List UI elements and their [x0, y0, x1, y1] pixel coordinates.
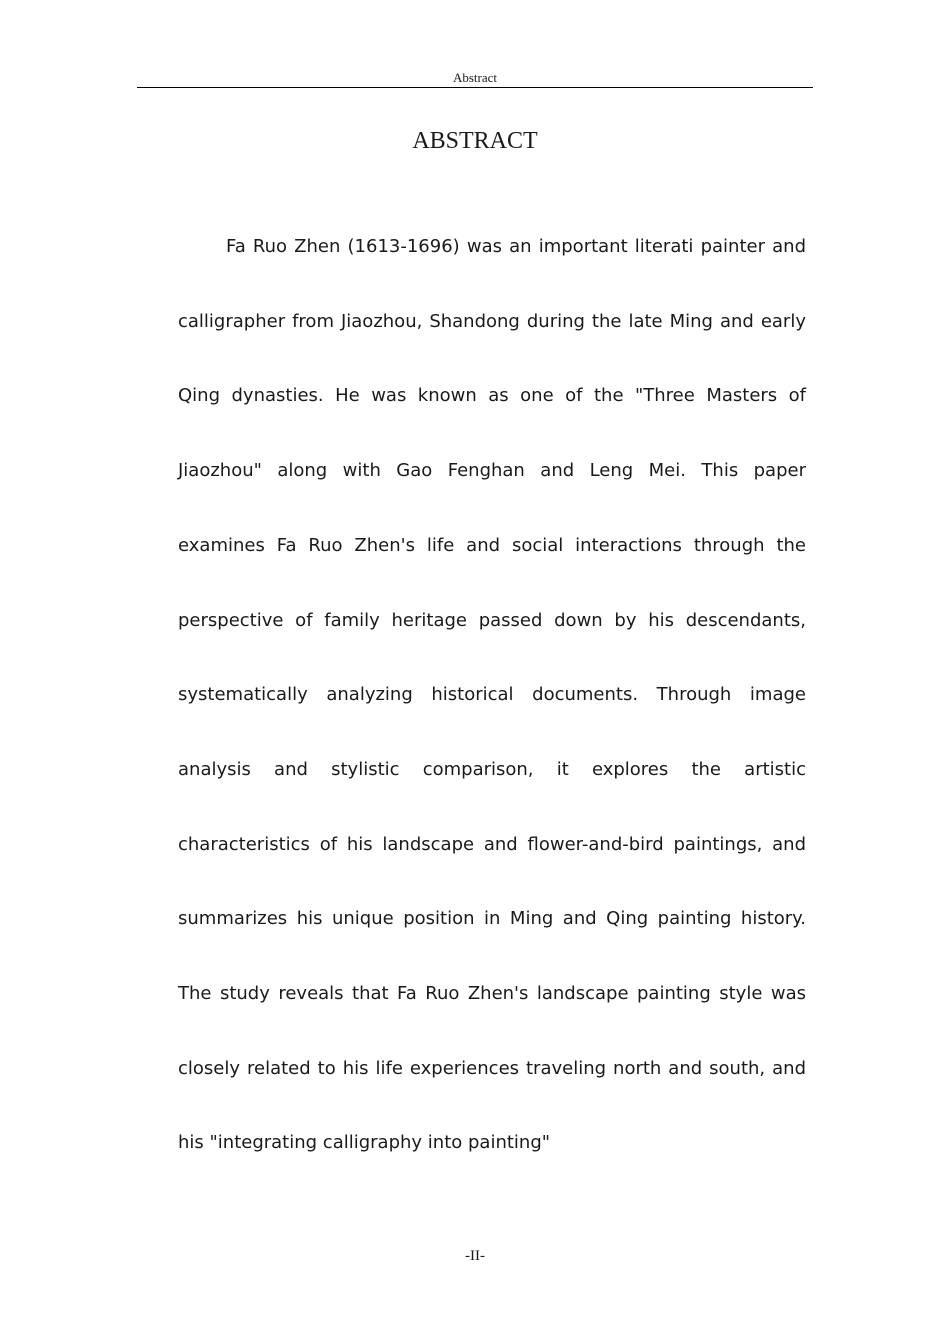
header-rule: [137, 87, 813, 88]
page-number: -II-: [465, 1248, 485, 1264]
page-title: ABSTRACT: [412, 128, 538, 154]
running-header: Abstract: [452, 70, 498, 85]
abstract-paragraph: Fa Ruo Zhen (1613-1696) was an important literati painter and calligrapher from Jiaozhou, Shandong during the late Ming and early Qing dynasties. He was known as one of the "Three Masters of Jiaozhou" along with Gao Fenghan and Leng Mei. This paper examines Fa Ruo Zhen's life and social interactions through the perspective of family heritage passed down by his descendants, systematically analyzing historical documents. Through image analysis and stylistic comparison, it explores the artistic characteristics of his landscape and flower-and-bird paintings, and summarizes his unique position in Ming and Qing painting history. The study reveals that Fa Ruo Zhen's landscape painting style was closely related to his life experiences traveling north and south, and his "integrating calligraphy into painting": [178, 236, 806, 1154]
